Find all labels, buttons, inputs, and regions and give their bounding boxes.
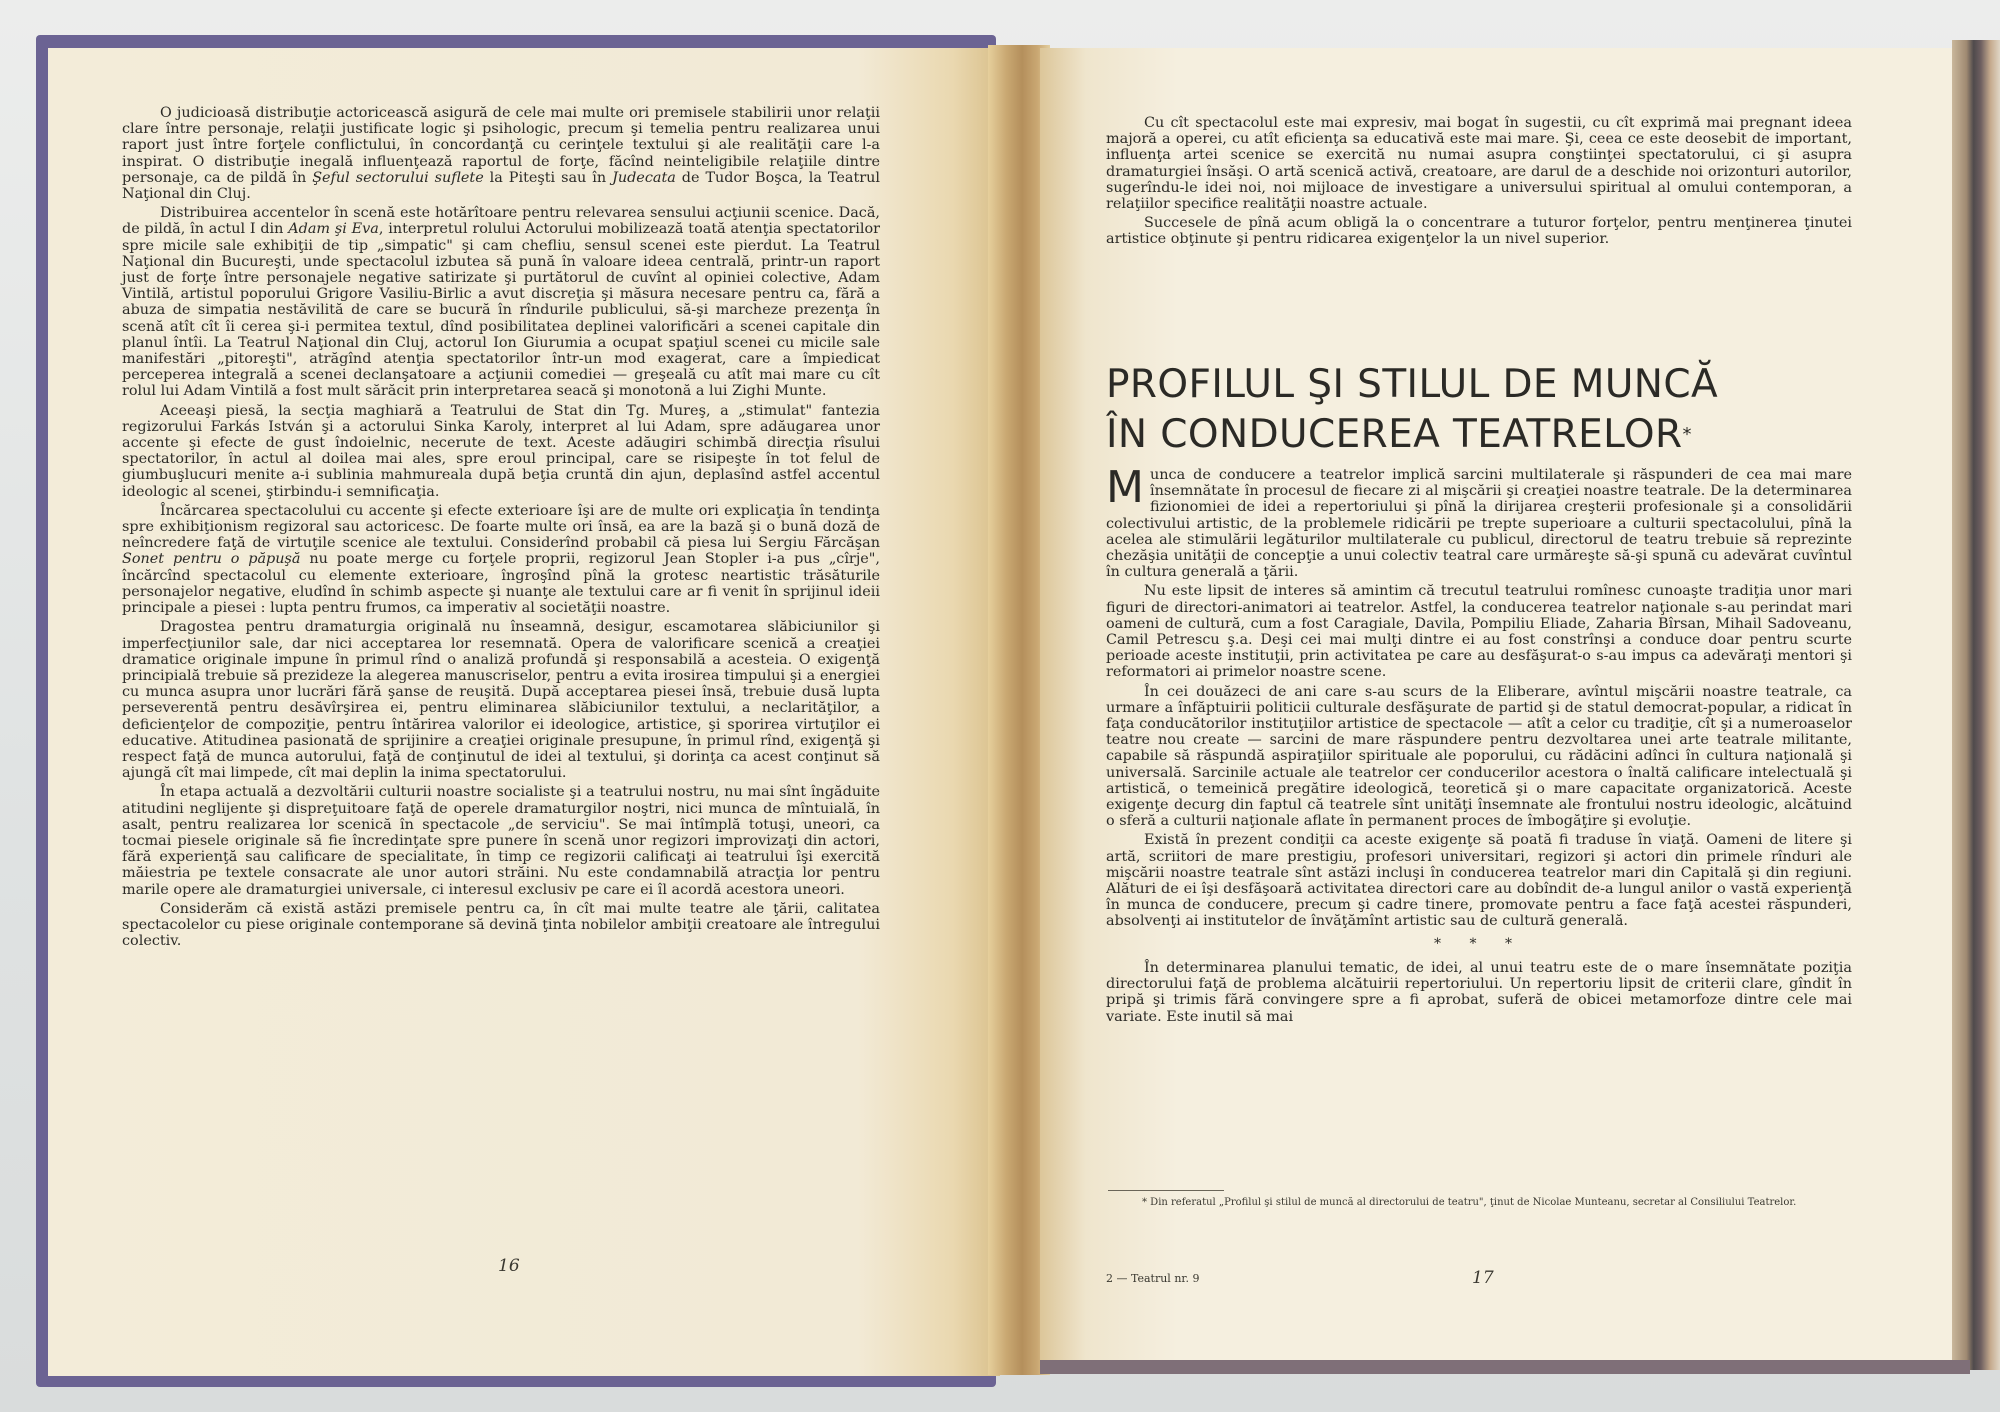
article-paragraph-1: Munca de conducere a teatrelor implică sarcini multilaterale şi răspunderi de cea mai mare însemnătate în procesul de fiecare zi al mişcării şi creaţiei noastre teatrale. De la determinarea fizionomiei de idei a repertoriului şi pînă la dirijarea creşterii profesionale şi a consolidării colectivului artistic, de la problemele ridicării pe trepte superioare a culturii spectacolului, pînă la acelea ale stimulării legăturilor multilaterale cu publicul, directorul de teatru trebuie să reprezinte chezăşia unităţii de concepţie a unui colectiv teatral care urmăreşte să-şi spună cu adevărat cuvîntul în cultura generală a ţării. bbox=[1106, 462, 1852, 581]
article-title bbox=[1106, 360, 1866, 460]
article-body bbox=[1106, 462, 1852, 1028]
issue-imprint: 2 — Teatrul nr. 9 bbox=[1106, 1272, 1200, 1285]
book-cover-bottom bbox=[1040, 1360, 1970, 1374]
left-paragraph-6: În etapa actuală a dezvoltării culturii noastre socialiste şi a teatrului nostru, nu mai sînt îngăduite atitudini neglijente şi dispreţuitoare faţă de operele dramaturgilor noştri, nici munca de mîntuială, în asalt, pentru realizarea lor scenică în spectacole „de serviciu". Se mai întîmplă totuşi, uneori, ca tocmai piesele originale să fie încredinţate spre punere în scenă unor regizori improvizaţi din actori, fără experienţă sau calificare de specialitate, în timp ce regizorii calificaţi ai teatrului îşi exercită măiestria pe textele consacrate ale unor autori străini. Nu este condamnabilă atracţia lor pentru marile opere ale dramaturgiei universale, ci interesul exclusiv pe care ei îl acordă acestora uneori. bbox=[122, 784, 880, 898]
intro-paragraph-2: Succesele de pînă acum obligă la o concentrare a tuturor forţelor, pentru menţinerea ţinutei artistice obţinute şi pentru ridicarea exigenţelor la un nivel superior. bbox=[1106, 215, 1852, 248]
section-separator: * * * bbox=[1434, 935, 1524, 952]
right-page-number: 17 bbox=[1472, 1268, 1494, 1288]
left-paragraph-2: Distribuirea accentelor în scenă este hotărîtoare pentru relevarea sensului acţiunii scenice. Dacă, de pildă, în actul I din Adam şi Eva, interpretul rolului Actorului mobilizează toată atenţia spectatorilor spre micile sale exhibiţii de tip „simpatic" şi cam chefliu, sensul scenei este pierdut. La Teatrul Naţional din Bucureşti, unde spectacolul izbutea să pună în valoare ideea centrală, printr-un raport just de forţe între personajele negative satirizate şi purtătorul de cuvînt al opiniei colective, Adam Vintilă, artistul poporului Grigore Vasiliu-Birlic a avut discreţia şi măsura necesare pentru ca, fără a abuza de simpatia nestăvilită de care se bucură în rîndurile publicului, să-şi marcheze prezenţa în scenă atît cît îi cerea şi-i permitea textul, dînd posibilitatea deplinei valorificări a scenei capitale din planul întîi. La Teatrul Naţional din Cluj, actorul Ion Giurumia a ocupat spaţiul scenei cu micile sale manifestări „pitoreşti", atrăgînd atenţia spectatorilor într-un mod exagerat, care a împiedicat perceperea integrală a scenei declanşatoare a acţiunii comediei — greşeală cu atît mai mare cu cît rolul lui Adam Vintilă a fost mult sărăcit prin interpretarea seacă şi monotonă a lui Zighi Munte. bbox=[122, 205, 881, 400]
left-paragraph-1: O judicioasă distribuţie actoricească asigură de cele mai multe ori premisele stabilirii unor relaţii clare între personaje, relaţii justificate logic şi psihologic, precum şi temelia pentru realizarea unui raport just între forţele conflictului, în concordanţă cu cerinţele textului şi ale realităţii care l-a inspirat. O distribuţie inegală influenţează raportul de forţe, făcînd neinteligibile relaţiile dintre personaje, ca de pildă în Şeful sectorului suflete la Piteşti sau în Judecata de Tudor Boşca, la Teatrul Naţional din Cluj. bbox=[122, 105, 880, 203]
footnote-rule bbox=[1108, 1190, 1224, 1191]
article-title-line-1: PROFILUL ŞI STILUL DE MUNCĂ bbox=[1106, 362, 1719, 407]
footnote: * Din referatul „Profilul şi stilul de muncă al directorului de teatru", ţinut de Nicolae Munteanu, secretar al Consiliului Teatrelor. bbox=[1142, 1197, 1797, 1208]
article-paragraph-5: În determinarea planului tematic, de idei, al unui teatru este de o mare însemnătate poziţia directorului faţă de problema alcătuirii repertoriului. Un repertoriu lipsit de criterii clare, gîndit în pripă şi trimis fără convingere spre a fi aprobat, suferă de obicei metamorfoze dintre cele mai variate. Este inutil să mai bbox=[1106, 959, 1852, 1025]
article-paragraph-4: Există în prezent condiţii ca aceste exigenţe să poată fi traduse în viaţă. Oameni de litere şi artă, scriitori de mare prestigiu, profesori universitari, regizori şi actori din primele rînduri ale mişcării noastre teatrale sînt astăzi incluşi în conducerea teatrelor mari din Capitală şi din regiuni. Alături de ei îşi desfăşoară activitatea directori care au dobîndit de-a lungul anilor o vastă experienţă în munca de conducere, precum şi cadre tinere, promovate pentru a face faţă acestei răspunderi, absolvenţi ai institutelor de învăţămînt artistic sau de cultură generală. bbox=[1106, 832, 1852, 930]
article-title-line-2: ÎN CONDUCEREA TEATRELOR* bbox=[1106, 412, 1692, 457]
article-paragraph-3: În cei douăzeci de ani care s-au scurs de la Eliberare, avîntul mişcării noastre teatrale, ca urmare a înfăptuirii politicii culturale desfăşurate de partid şi de statul democrat-popular, a ridicat în faţa conducătorilor instituţiilor artistice de spectacole — atît a celor cu tradiţie, cît şi a numeroaselor teatre nou create — sarcini de mare răspundere pentru dezvoltarea unei arte teatrale militante, capabile să răspundă aspiraţiilor spirituale ale poporului, cu rădăcini adînci în cultura naţională şi universală. Sarcinile actuale ale teatrelor cer conducerilor acestora o înaltă calificare intelectuală şi artistică, o temeinică pregătire ideologică, teoretică şi o mare capacitate organizatorică. Aceste exigenţe decurg din faptul că teatrele sînt unităţi însemnate ale frontului nostru ideologic, alcătuind o sferă a culturii naţionale aflate în permanent proces de îmbogăţire şi evoluţie. bbox=[1106, 683, 1852, 830]
right-page-intro bbox=[1106, 115, 1852, 251]
article-paragraph-2: Nu este lipsit de interes să amintim că trecutul teatrului romînesc cunoaşte tradiţia unor mari figuri de directori-animatori ai teatrelor. Astfel, la conducerea teatrelor naţionale s-au perindat mari oameni de cultură, cum a fost Caragiale, Davila, Pompiliu Eliade, Zaharia Bîrsan, Mihail Sadoveanu, Camil Petrescu ş.a. Deşi cei mai mulţi dintre ei au fost constrînşi a conduce doar pentru scurte perioade aceste instituţii, prin activitatea pe care au desfăşurat-o s-au impus ca adevăraţi mentori şi reformatori ai primelor noastre scene. bbox=[1106, 583, 1852, 681]
drop-cap: M bbox=[1106, 462, 1144, 513]
intro-paragraph-1: Cu cît spectacolul este mai expresiv, mai bogat în sugestii, cu cît exprimă mai pregnant ideea majoră a operei, cu atît eficienţa sa educativă este mai mare. Şi, ceea ce este deosebit de important, influenţa artei scenice se exercită nu numai asupra conştiinţei spectatorului, ci şi asupra dramaturgiei însăşi. O artă scenică activă, creatoare, are darul de a deschide noi orizonturi autorilor, sugerîndu-le idei noi, noi mijloace de investigare a universului spiritual al omului contemporan, a relaţiilor specifice realităţii noastre actuale. bbox=[1106, 115, 1852, 213]
left-paragraph-4: Încărcarea spectacolului cu accente şi efecte exterioare îşi are de multe ori explicaţia în tendinţa spre exhibiţionism regizoral sau actoricesc. De foarte multe ori însă, ea are la bază şi o bună doză de neîncredere faţă de virtuţile scenice ale textului. Considerînd probabil că piesa lui Sergiu Fărcăşan Sonet pentru o păpuşă nu poate merge cu forţele proprii, regizorul Jean Stopler i-a pus „cîrje", încărcînd spectacolul cu elemente exterioare, îngroşînd pînă la grotesc neartistic trăsăturile personajelor negative, eludînd în schimb aspecte şi nuanţe ale textului care ar fi venit în sprijinul ideii principale a piesei : lupta pentru frumos, ca imperativ al societăţii noastre. bbox=[122, 502, 880, 617]
left-page-number: 16 bbox=[498, 1256, 520, 1276]
left-paragraph-7: Considerăm că există astăzi premisele pentru ca, în cît mai multe teatre ale ţării, calitatea spectacolelor cu piese originale contemporane să devină ţinta nobilelor ambiţii creatoare ale întregului colectiv. bbox=[122, 900, 880, 950]
title-footnote-mark: * bbox=[1682, 424, 1692, 445]
page-edges bbox=[1952, 40, 2000, 1370]
left-paragraph-3: Aceeaşi piesă, la secţia maghiară a Teatrului de Stat din Tg. Mureş, a „stimulat" fantezia regizorului Farkás István şi a actorului Sinka Karoly, interpret al lui Adam, spre adăugarea unor accente şi efecte de gust îndoielnic, necerute de text. Aceste adăugiri schimbă direcţia rîsului spectatorilor, în actul al doilea mai ales, spre eroul principal, care se risipeşte în tot felul de giumbuşlucuri menite a-i sublinia mahmureala după beţia cruntă din ajun, deplasînd astfel accentul ideologic al scenei, ştirbindu-i semnificaţia. bbox=[122, 402, 880, 500]
left-page-text bbox=[122, 105, 880, 952]
left-paragraph-5: Dragostea pentru dramaturgia originală nu înseamnă, desigur, escamotarea slăbiciunilor şi imperfecţiunilor sale, dar nici acceptarea lor resemnată. Opera de valorificare scenică a creaţiei dramatice originale impune în primul rînd o analiză profundă şi responsabilă a acesteia. O exigenţă principială trebuie să prezideze la alegerea manuscriselor, pentru a evita irosirea timpului şi a energiei cu munca asupra unor lucrări fără şanse de reuşită. După acceptarea piesei însă, trebuie dusă lupta perseverentă pentru desăvîrşirea ei, pentru eliminarea slăbiciunilor textului, a neclarităţilor, a deficienţelor de compoziţie, pentru întărirea valorilor ei ideologice, artistice, şi sporirea virtuţilor ei educative. Atitudinea pasionată de sprijinire a creaţiei originale presupune, în primul rînd, exigenţă şi respect faţă de munca autorului, faţă de conţinutul de idei al textului, şi dorinţa ca acest conţinut să ajungă cît mai limpede, cît mai deplin la inima spectatorului. bbox=[122, 619, 880, 782]
